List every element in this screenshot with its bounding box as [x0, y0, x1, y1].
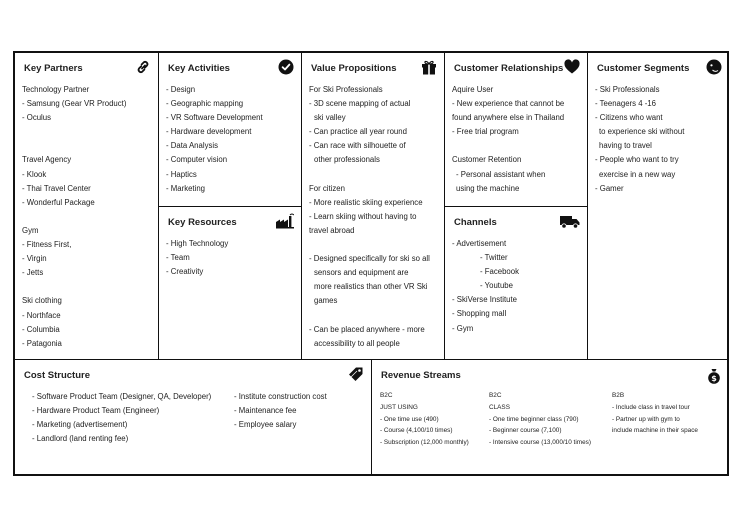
revenue-streams-list-3	[612, 390, 698, 437]
list-item: B2C	[489, 392, 502, 399]
list-item: - Can race with silhouette of	[309, 141, 406, 151]
key-partners-block	[15, 53, 159, 360]
cost-structure-list-1	[32, 390, 211, 446]
list-item: - Marketing	[166, 183, 205, 193]
list-item: Gym	[22, 225, 39, 235]
key-activities-list	[166, 83, 295, 196]
list-item: - Geographic mapping	[166, 99, 244, 109]
list-item: - High Technology	[166, 239, 229, 248]
list-item: - Marketing (advertisement)	[32, 420, 128, 430]
list-item: Travel Agency	[22, 155, 72, 165]
customer-segments-list	[595, 83, 723, 196]
list-item	[309, 309, 438, 323]
list-item: exercise in a new way	[599, 169, 676, 179]
list-item: - Intensive course (13,000/10 times)	[489, 439, 591, 447]
list-item: B2B	[612, 392, 625, 399]
face-icon	[706, 59, 722, 75]
gift-icon	[421, 59, 437, 75]
list-item: - Free trial program	[452, 127, 519, 137]
key-resources-title: Key Resources	[168, 217, 237, 228]
list-item: - Youtube	[480, 281, 513, 291]
check-circle-icon	[278, 59, 294, 75]
list-item: - Hardware Product Team (Engineer)	[32, 406, 160, 416]
list-item: - One time use (490)	[380, 415, 439, 423]
channels-block	[445, 207, 588, 360]
list-item: - Oculus	[22, 113, 52, 123]
list-item: - More realistic skiing experience	[309, 197, 423, 207]
list-item: - Columbia	[22, 324, 60, 334]
truck-icon	[560, 213, 580, 229]
list-item: - Northface	[22, 310, 61, 320]
list-item: - Personal assistant when	[456, 169, 546, 179]
list-item: Ski clothing	[22, 296, 62, 306]
list-item: - Landlord (land renting fee)	[32, 434, 129, 444]
key-partners-title: Key Partners	[24, 63, 83, 74]
key-resources-block	[159, 207, 302, 360]
list-item	[452, 139, 581, 153]
list-item: - Klook	[22, 169, 47, 179]
list-item: - Fitness First,	[22, 240, 72, 250]
list-item: - Twitter	[480, 253, 508, 263]
list-item: - Maintenance fee	[234, 406, 297, 416]
key-resources-list	[166, 237, 295, 279]
list-item	[22, 280, 152, 294]
list-item: B2C	[380, 392, 393, 399]
list-item: - One time beginner class (790)	[489, 415, 579, 423]
value-propositions-list	[309, 83, 438, 351]
list-item: to experience ski without	[599, 127, 685, 137]
value-propositions-title: Value Propositions	[311, 63, 397, 74]
list-item: - Teenagers 4 -16	[595, 99, 656, 109]
key-activities-block	[159, 53, 302, 207]
value-propositions-block	[302, 53, 445, 360]
list-item: - Software Product Team (Designer, QA, Developer)	[32, 392, 212, 401]
tag-icon	[348, 366, 364, 382]
customer-relationships-title: Customer Relationships	[454, 63, 564, 74]
list-item: - Facebook	[480, 267, 520, 277]
business-model-canvas	[13, 51, 729, 476]
list-item: - Course (4,100/10 times)	[380, 427, 453, 435]
list-item: found anywhere else in Thailand	[452, 113, 565, 123]
list-item: travel abroad	[309, 225, 355, 235]
list-item: - Creativity	[166, 267, 204, 277]
revenue-streams-list-1	[380, 390, 469, 449]
list-item: - Include class in travel tour	[612, 403, 690, 411]
list-item: - Institute construction cost	[234, 392, 327, 401]
list-item: - New experience that cannot be	[452, 99, 565, 109]
revenue-streams-list-2	[489, 390, 591, 449]
factory-icon	[276, 213, 294, 229]
list-item: - Subscription (12,000 monthly)	[380, 439, 469, 447]
list-item: CLASS	[489, 403, 510, 411]
list-item: sensors and equipment are	[314, 268, 409, 278]
list-item: include machine in their space	[612, 427, 698, 435]
customer-relationships-list	[452, 83, 581, 196]
list-item	[22, 125, 152, 139]
list-item: For citizen	[309, 183, 345, 193]
list-item: - Beginner course (7,100)	[489, 427, 562, 435]
customer-relationships-block	[445, 53, 588, 207]
money-bag-icon	[706, 368, 722, 384]
list-item: - Jetts	[22, 268, 44, 278]
list-item: games	[314, 296, 338, 306]
list-item: - Gamer	[595, 183, 624, 193]
list-item: - Employee salary	[234, 420, 297, 430]
cost-structure-block	[15, 360, 372, 476]
list-item: - Samsung (Gear VR Product)	[22, 99, 127, 109]
list-item: Technology Partner	[22, 85, 90, 94]
list-item: using the machine	[456, 183, 520, 193]
list-item: - Thai Travel Center	[22, 183, 91, 193]
list-item: accessibility to all people	[314, 338, 400, 348]
list-item: - VR Software Development	[166, 113, 263, 123]
list-item	[309, 238, 438, 252]
list-item: other professionals	[314, 155, 380, 165]
heart-icon	[564, 59, 580, 75]
list-item: more realistics than other VR Ski	[314, 282, 428, 292]
list-item: - Patagonia	[22, 338, 62, 348]
cost-structure-list-2	[234, 390, 327, 432]
list-item: - Designed specifically for ski so all	[309, 254, 430, 264]
list-item: - People who want to try	[595, 155, 679, 165]
list-item: - Virgin	[22, 254, 47, 264]
list-item: - Partner up with gym to	[612, 415, 680, 423]
list-item: Aquire User	[452, 85, 494, 94]
list-item: - Gym	[452, 323, 474, 333]
svg-text:$: $	[711, 373, 717, 383]
list-item: - Ski Professionals	[595, 85, 660, 94]
list-item: - Computer vision	[166, 155, 228, 165]
link-icon	[135, 59, 151, 75]
list-item: ski valley	[314, 113, 346, 123]
revenue-streams-block	[372, 360, 729, 476]
list-item: Customer Retention	[452, 155, 522, 165]
list-item	[22, 139, 152, 153]
list-item: - Design	[166, 85, 196, 94]
list-item: - Can practice all year round	[309, 127, 407, 137]
list-item: having to travel	[599, 141, 652, 151]
key-activities-title: Key Activities	[168, 63, 230, 74]
list-item: - Can be placed anywhere - more	[309, 324, 425, 334]
cost-structure-title: Cost Structure	[24, 370, 90, 381]
list-item: - Wonderful Package	[22, 197, 95, 207]
list-item	[309, 168, 438, 182]
list-item: - 3D scene mapping of actual	[309, 99, 411, 109]
revenue-streams-title: Revenue Streams	[381, 370, 461, 381]
channels-title: Channels	[454, 217, 497, 228]
list-item: - Shopping mall	[452, 309, 507, 319]
list-item: - Haptics	[166, 169, 197, 179]
list-item: JUST USING	[380, 403, 418, 411]
list-item: For Ski Professionals	[309, 85, 383, 94]
customer-segments-title: Customer Segments	[597, 63, 690, 74]
list-item: - Data Analysis	[166, 141, 219, 151]
list-item	[22, 210, 152, 224]
channels-list	[452, 237, 581, 336]
list-item: - Advertisement	[452, 239, 507, 248]
list-item: - Learn skiing without having to	[309, 211, 417, 221]
list-item: - SkiVerse Institute	[452, 295, 518, 305]
list-item: - Hardware development	[166, 127, 252, 137]
customer-segments-block	[588, 53, 729, 360]
list-item: - Team	[166, 253, 190, 263]
list-item: - Citizens who want	[595, 113, 663, 123]
key-partners-list	[22, 83, 152, 351]
